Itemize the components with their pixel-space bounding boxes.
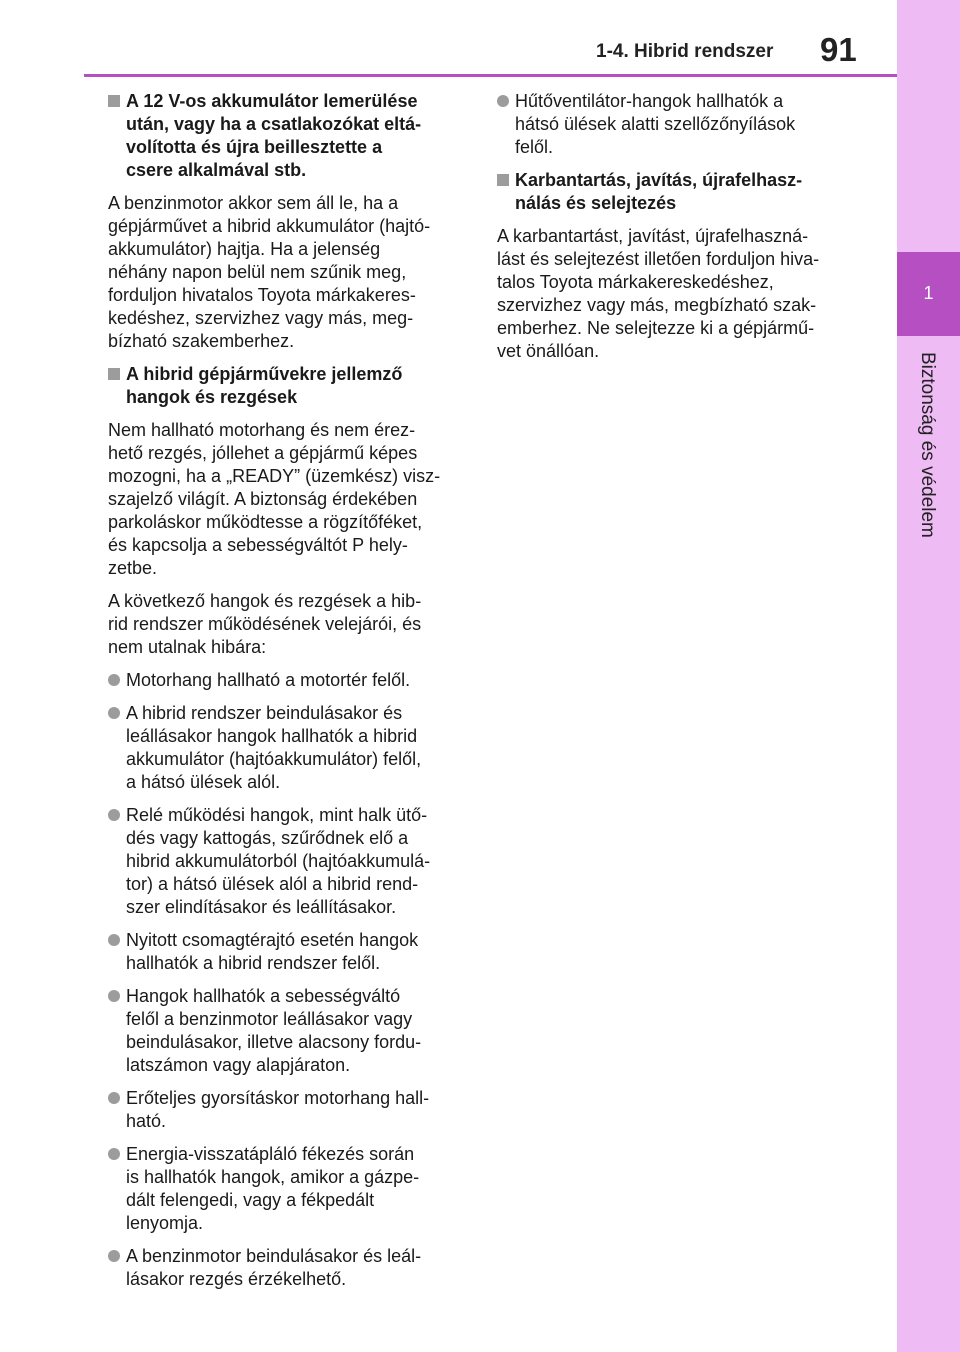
text-line: lást és selejtezést illetően forduljon hiva- [497, 249, 820, 269]
circle-bullet-icon [108, 934, 120, 946]
text-line: után, vagy ha a csatlakozókat eltá- [126, 114, 422, 134]
circle-bullet-icon [108, 1092, 120, 1104]
text-line: hető rezgés, jóllehet a gépjármű képes [108, 443, 418, 463]
text-line: leállásakor hangok hallhatók a hibrid [126, 726, 418, 746]
bullet-item [108, 929, 468, 975]
text-line: szajelző világít. A biztonság érdekében [108, 489, 418, 509]
text-line: mozogni, ha a „READY” (üzemkész) visz- [108, 466, 441, 486]
text-line: Energia-visszatápláló fékezés során [126, 1144, 415, 1164]
text-line: dés vagy kattogás, szűrődnek elő a [126, 828, 409, 848]
circle-bullet-icon [108, 707, 120, 719]
text-line: kedéshez, szervizhez vagy más, meg- [108, 308, 414, 328]
text-line: hátsó ülések alatti szellőzőnyílások [515, 114, 796, 134]
circle-bullet-icon [108, 1250, 120, 1262]
body-paragraph [497, 225, 857, 363]
circle-bullet-icon [108, 674, 120, 686]
body-paragraph [108, 192, 468, 353]
text-line: A hibrid gépjárművekre jellemző [126, 364, 403, 384]
section-heading [108, 90, 468, 182]
header-rule [84, 74, 897, 77]
body-paragraph [108, 419, 468, 580]
circle-bullet-icon [497, 95, 509, 107]
square-bullet-icon [497, 174, 509, 186]
text-line: és kapcsolja a sebességváltót P hely- [108, 535, 408, 555]
text-line: szer elindításakor és leállításakor. [126, 897, 397, 917]
text-line: akkumulátor) hajtja. Ha a jelenség [108, 239, 381, 259]
text-line: volította és újra beillesztette a [126, 137, 383, 157]
text-line: bízható szakemberhez. [108, 331, 295, 351]
text-line: felől a benzinmotor leállásakor vagy [126, 1009, 413, 1029]
bullet-item [108, 1087, 468, 1133]
text-line: a hátsó ülések alól. [126, 772, 281, 792]
text-line: forduljon hivatalos Toyota márkakeres- [108, 285, 416, 305]
text-line: Karbantartás, javítás, újrafelhasz- [515, 170, 803, 190]
bullet-item [108, 669, 468, 692]
text-line: A benzinmotor beindulásakor és leál- [126, 1246, 422, 1266]
text-line: emberhez. Ne selejtezze ki a gépjármű- [497, 318, 815, 338]
text-line: felől. [515, 137, 554, 157]
circle-bullet-icon [108, 990, 120, 1002]
text-line: Erőteljes gyorsításkor motorhang hall- [126, 1088, 430, 1108]
square-bullet-icon [108, 368, 120, 380]
text-line: A benzinmotor akkor sem áll le, ha a [108, 193, 399, 213]
page-number: 91 [820, 31, 857, 68]
text-line: A karbantartást, javítást, újrafelhaszná- [497, 226, 809, 246]
text-line: A következő hangok és rezgések a hib- [108, 591, 422, 611]
text-line: nem utalnak hibára: [108, 637, 267, 657]
text-line: rid rendszer működésének velejárói, és [108, 614, 422, 634]
text-line: nálás és selejtezés [515, 193, 677, 213]
left-column [108, 90, 468, 1301]
text-line: Relé működési hangok, mint halk ütő- [126, 805, 428, 825]
text-line: vet önállóan. [497, 341, 600, 361]
text-line: lásakor rezgés érzékelhető. [126, 1269, 347, 1289]
text-line: parkoláskor működtesse a rögzítőféket, [108, 512, 423, 532]
text-line: talos Toyota márkakereskedéshez, [497, 272, 774, 292]
chapter-number: 1 [923, 283, 934, 303]
bullet-item [497, 90, 857, 159]
text-line: Hűtőventilátor-hangok hallhatók a [515, 91, 784, 111]
section-heading [108, 363, 468, 409]
right-column [497, 90, 857, 373]
section-title: 1-4. Hibrid rendszer [596, 41, 774, 62]
text-line: zetbe. [108, 558, 158, 578]
text-line: A hibrid rendszer beindulásakor és [126, 703, 403, 723]
text-line: is hallhatók hangok, amikor a gázpe- [126, 1167, 420, 1187]
text-line: latszámon vagy alapjáraton. [126, 1055, 351, 1075]
text-line: csere alkalmával stb. [126, 160, 307, 180]
bullet-item [108, 1245, 468, 1291]
circle-bullet-icon [108, 809, 120, 821]
text-line: gépjárművet a hibrid akkumulátor (hajtó- [108, 216, 431, 236]
bullet-item [108, 985, 468, 1077]
text-line: Hangok hallhatók a sebességváltó [126, 986, 401, 1006]
bullet-item [108, 804, 468, 919]
text-line: hibrid akkumulátorból (hajtóakkumulá- [126, 851, 431, 871]
chapter-title: Biztonság és védelem [917, 352, 938, 538]
body-paragraph [108, 590, 468, 659]
text-line: tor) a hátsó ülések alól a hibrid rend- [126, 874, 419, 894]
chapter-side-tab [897, 0, 960, 1352]
text-line: Motorhang hallható a motortér felől. [126, 670, 411, 690]
section-heading [497, 169, 857, 215]
square-bullet-icon [108, 95, 120, 107]
text-line: hangok és rezgések [126, 387, 298, 407]
circle-bullet-icon [108, 1148, 120, 1160]
bullet-item [108, 1143, 468, 1235]
text-line: néhány napon belül nem szűnik meg, [108, 262, 407, 282]
text-line: szervizhez vagy más, megbízható szak- [497, 295, 817, 315]
text-line: A 12 V-os akkumulátor lemerülése [126, 91, 418, 111]
text-line: Nyitott csomagtérajtó esetén hangok [126, 930, 419, 950]
text-line: ható. [126, 1111, 167, 1131]
text-line: lenyomja. [126, 1213, 204, 1233]
text-line: Nem hallható motorhang és nem érez- [108, 420, 416, 440]
bullet-item [108, 702, 468, 794]
text-line: hallhatók a hibrid rendszer felől. [126, 953, 381, 973]
text-line: akkumulátor (hajtóakkumulátor) felől, [126, 749, 422, 769]
text-line: dált felengedi, vagy a fékpedált [126, 1190, 375, 1210]
text-line: beindulásakor, illetve alacsony fordu- [126, 1032, 422, 1052]
